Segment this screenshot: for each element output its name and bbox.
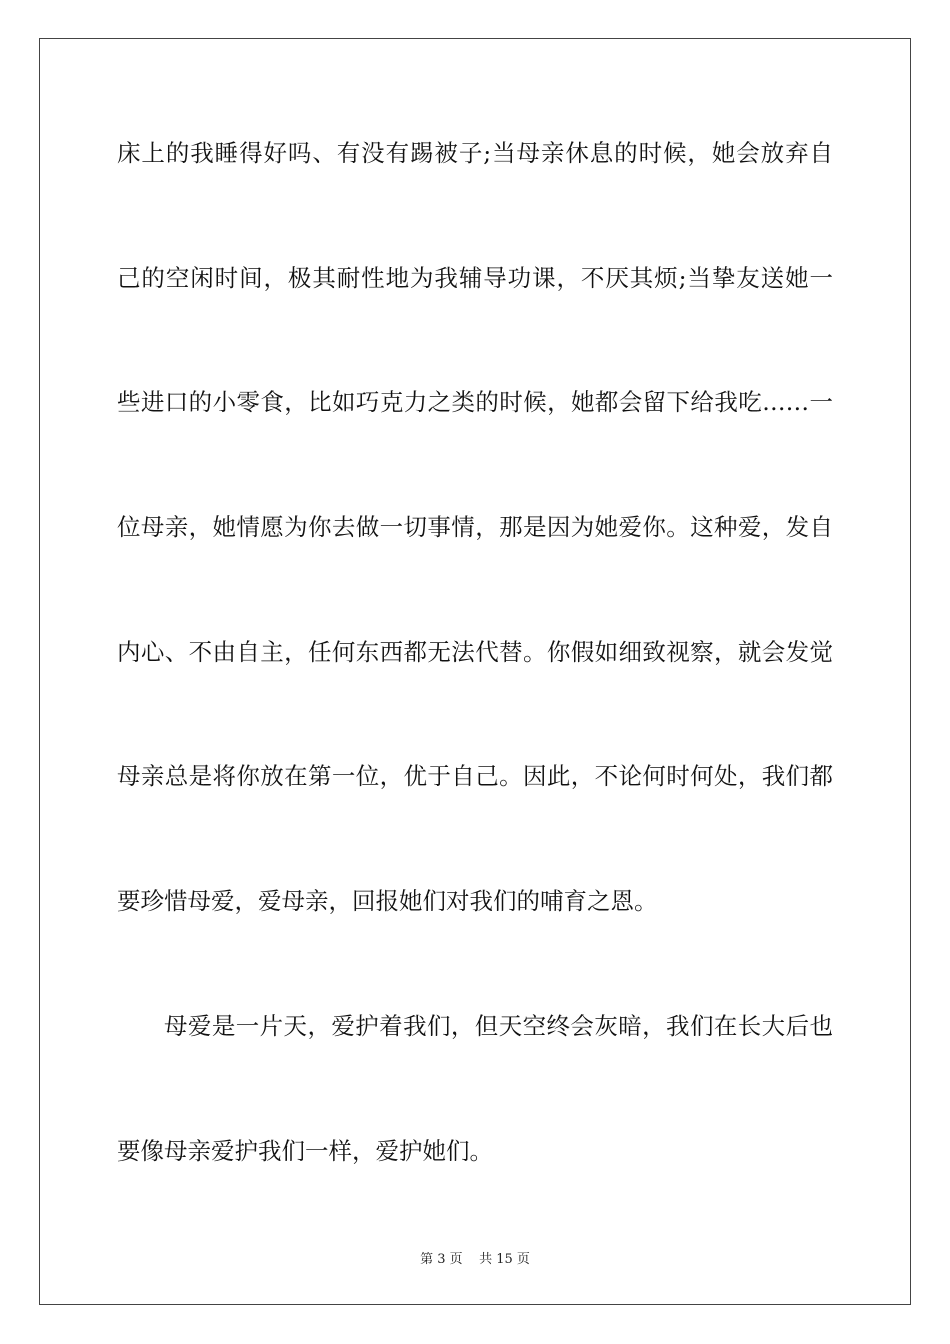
document-body (117, 118, 833, 1240)
text-line: 己的空闲时间，极其耐性地为我辅导功课，不厌其烦;当挚友送她一 (117, 263, 833, 292)
text-line: 内心、不由自主，任何东西都无法代替。你假如细致视察，就会发觉 (117, 637, 833, 666)
text-line: 些进口的小零食，比如巧克力之类的时候，她都会留下给我吃……一 (117, 388, 833, 417)
text-line: 位母亲，她情愿为你去做一切事情，那是因为她爱你。这种爱，发自 (117, 513, 833, 542)
text-line-paragraph-end: 要像母亲爱护我们一样，爱护她们。 (117, 1136, 493, 1165)
text-line-paragraph-end: 要珍惜母爱，爱母亲，回报她们对我们的哺育之恩。 (117, 887, 658, 916)
text-line-paragraph-start: 母爱是一片天，爱护着我们，但天空终会灰暗，我们在长大后也 (164, 1011, 833, 1040)
page-number-footer: 第 3 页 共 15 页 (420, 1252, 530, 1267)
text-line: 母亲总是将你放在第一位，优于自己。因此，不论何时何处，我们都 (117, 762, 833, 791)
text-line: 床上的我睡得好吗、有没有踢被子;当母亲休息的时候，她会放弃自 (117, 139, 833, 167)
